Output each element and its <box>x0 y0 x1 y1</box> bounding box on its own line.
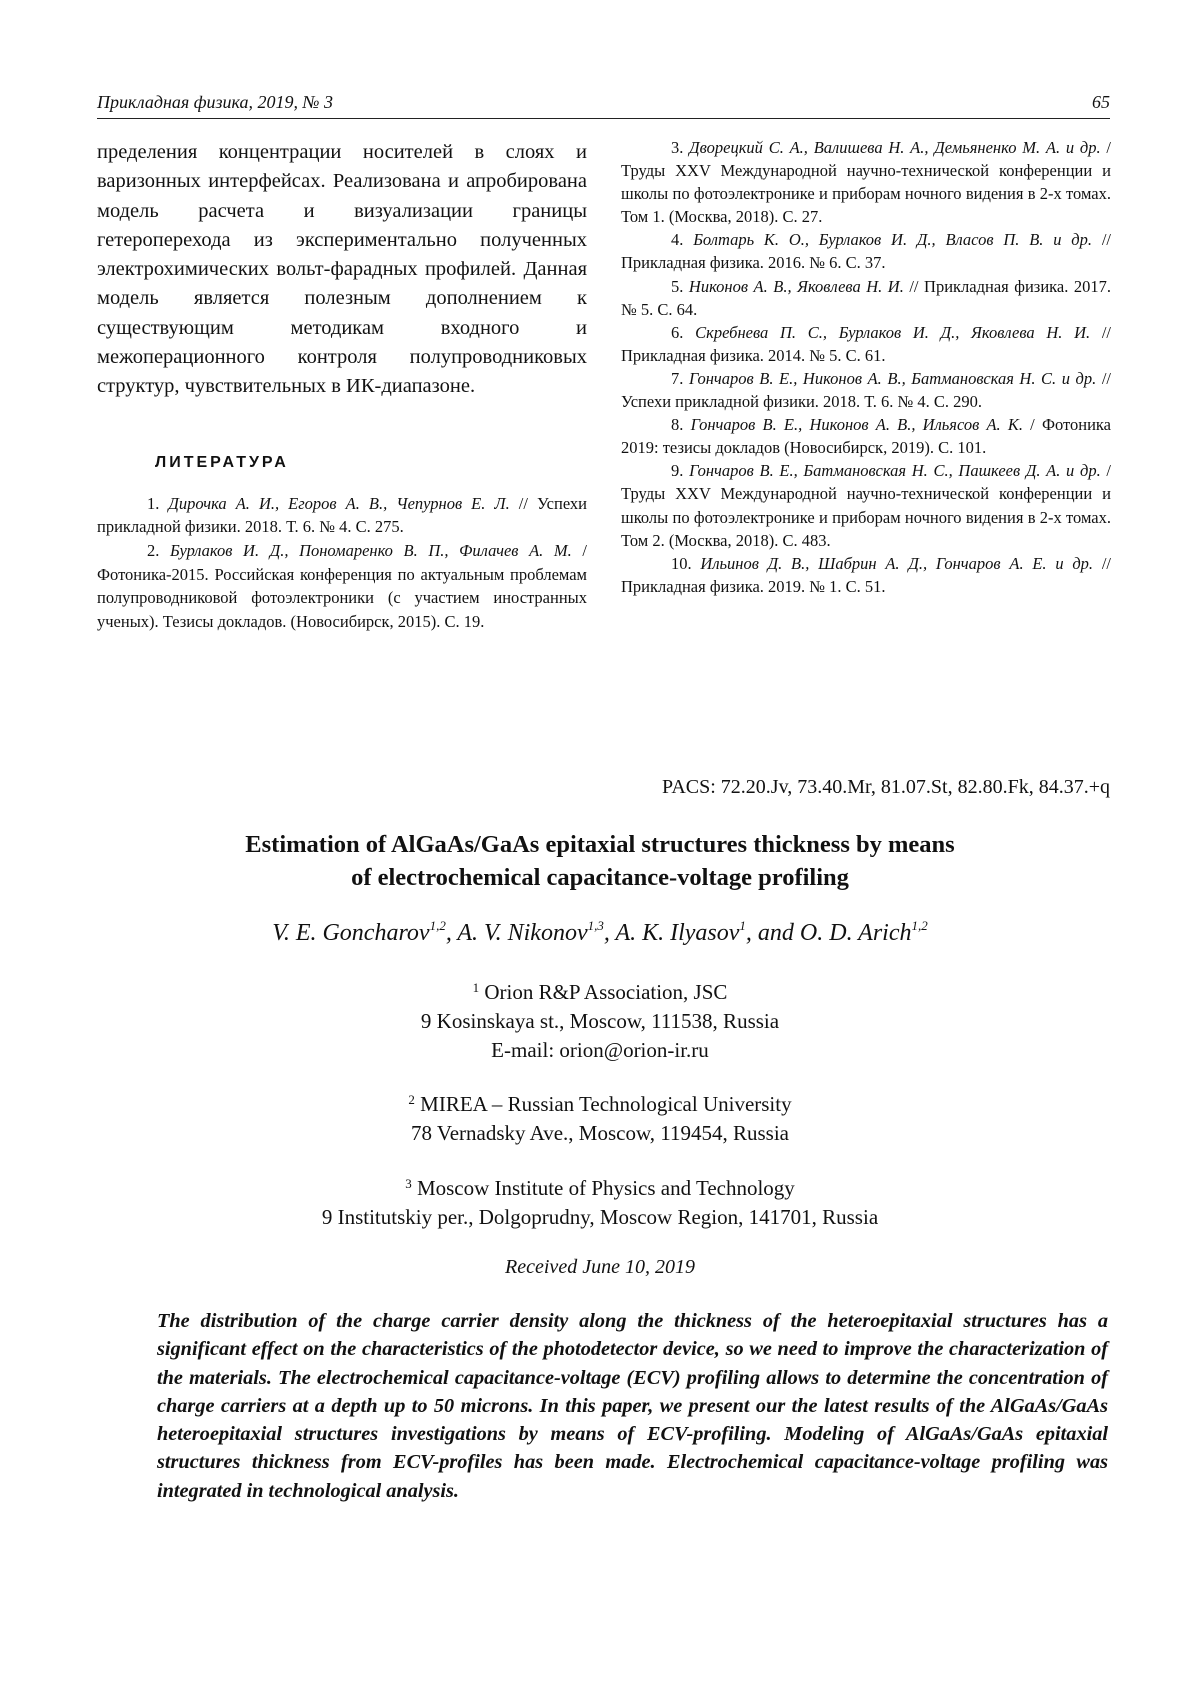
reference-number: 3. <box>671 138 683 157</box>
reference-source: / Фотоника 2019: тезисы докладов (Новосибирск, 2019). С. 101. <box>621 415 1111 457</box>
reference-item <box>621 459 1111 551</box>
reference-number: 2. <box>147 541 159 560</box>
author-separator: , and <box>746 920 800 946</box>
abstract: The distribution of the charge carrier density along the thickness of the heteroepitaxial structures has a significant effect on the characteristics of the photodetector device, so we need to improve the characterization of the materials. The electrochemical capacitance-voltage (ECV) profiling allows to determine the concentration of charge carriers at a depth up to 50 microns. In this paper, we present our the latest results of the AlGaAs/GaAs heteroepitaxial structures investigations by means of ECV-profiling. Modeling of AlGaAs/GaAs epitaxial structures thickness from ECV-profiles has been made. Electrochemical capacitance-voltage profiling was integrated in technological analysis. <box>157 1307 1108 1505</box>
reference-number: 1. <box>147 494 159 513</box>
reference-source: // Прикладная физика. 2019. № 1. С. 51. <box>621 554 1111 596</box>
reference-item <box>621 367 1111 413</box>
reference-number: 5. <box>671 277 683 296</box>
author-name: A. K. Ilyasov <box>615 920 739 946</box>
affiliation-1-address: 9 Kosinskaya st., Moscow, 111538, Russia <box>100 1007 1100 1036</box>
author-list <box>100 920 1100 947</box>
article-title-line1: Estimation of AlGaAs/GaAs epitaxial structures thickness by means <box>245 831 954 858</box>
reference-authors: Гончаров В. Е., Никонов А. В., Ильясов А. К. <box>691 415 1023 434</box>
reference-number: 6. <box>671 323 683 342</box>
author-name: A. V. Nikonov <box>457 920 587 946</box>
author-name: V. E. Goncharov <box>272 920 429 946</box>
reference-item <box>621 321 1111 367</box>
reference-item <box>621 136 1111 228</box>
reference-item <box>97 539 587 634</box>
reference-authors: Болтарь К. О., Бурлаков И. Д., Власов П. В. и др. <box>693 230 1092 249</box>
author-affiliation-sup: 1,2 <box>430 918 446 933</box>
reference-item <box>621 413 1111 459</box>
reference-authors: Бурлаков И. Д., Пономаренко В. П., Филачев А. М. <box>170 541 572 560</box>
pacs-codes: PACS: 72.20.Jv, 73.40.Mr, 81.07.St, 82.80.Fk, 84.37.+q <box>662 776 1110 799</box>
reference-source: // Успехи прикладной физики. 2018. Т. 6. № 4. С. 275. <box>97 494 587 537</box>
author-name: O. D. Arich <box>800 920 912 946</box>
affiliation-3 <box>100 1174 1100 1232</box>
reference-source: / Труды XXV Международной научно-технической конференции и школы по фотоэлектронике и приборам ночного видения в 2-х томах. Том 2. (Москва, 2018). С. 483. <box>621 461 1111 549</box>
reference-list-left <box>97 492 587 634</box>
author-affiliation-sup: 1 <box>739 918 746 933</box>
affiliation-1-email: E-mail: orion@orion-ir.ru <box>100 1036 1100 1065</box>
reference-source: // Успехи прикладной физики. 2018. Т. 6. № 4. С. 290. <box>621 369 1111 411</box>
reference-authors: Скребнева П. С., Бурлаков И. Д., Яковлева Н. И. <box>695 323 1090 342</box>
reference-number: 9. <box>671 461 683 480</box>
affiliation-2-org: MIREA – Russian Technological University <box>420 1092 791 1116</box>
affiliation-3-org: Moscow Institute of Physics and Technology <box>417 1176 795 1200</box>
running-header <box>97 92 1110 119</box>
reference-authors: Гончаров В. Е., Никонов А. В., Батмановская Н. С. и др. <box>689 369 1096 388</box>
affiliation-1-sup: 1 <box>473 980 480 995</box>
author-affiliation-sup: 1,3 <box>588 918 604 933</box>
reference-source: // Прикладная физика. 2016. № 6. С. 37. <box>621 230 1111 272</box>
right-column <box>621 136 1111 598</box>
journal-title: Прикладная физика, 2019, № 3 <box>97 92 333 113</box>
reference-authors: Никонов А. В., Яковлева Н. И. <box>689 277 904 296</box>
reference-item <box>621 552 1111 598</box>
reference-authors: Ильинов Д. В., Шабрин А. Д., Гончаров А. Е. и др. <box>700 554 1093 573</box>
reference-item <box>621 275 1111 321</box>
affiliation-2 <box>100 1090 1100 1148</box>
affiliation-1-org: Orion R&P Association, JSC <box>484 980 727 1004</box>
author-affiliation-sup: 1,2 <box>911 918 927 933</box>
reference-authors: Дирочка А. И., Егоров А. В., Чепурнов Е. Л. <box>168 494 509 513</box>
reference-source: / Фотоника-2015. Российская конференция по актуальным проблемам полупроводниковой фотоэлектроники (с участием иностранных ученых). Тезисы докладов. (Новосибирск, 2015). С. 19. <box>97 541 587 631</box>
affiliation-2-address: 78 Vernadsky Ave., Moscow, 119454, Russia <box>100 1119 1100 1148</box>
reference-item <box>97 492 587 539</box>
affiliation-2-sup: 2 <box>408 1092 415 1107</box>
received-date: Received June 10, 2019 <box>100 1256 1100 1279</box>
affiliation-3-sup: 3 <box>405 1176 412 1191</box>
reference-authors: Гончаров В. Е., Батмановская Н. С., Пашкеев Д. А. и др. <box>689 461 1101 480</box>
article-title <box>120 828 1080 894</box>
reference-source: // Прикладная физика. 2017. № 5. С. 64. <box>621 277 1111 319</box>
author-separator: , <box>604 920 616 946</box>
left-column <box>97 138 587 634</box>
references-heading: ЛИТЕРАТУРА <box>155 454 587 472</box>
reference-number: 4. <box>671 230 683 249</box>
reference-list-right <box>621 136 1111 598</box>
page-number: 65 <box>1092 92 1110 113</box>
reference-number: 8. <box>671 415 683 434</box>
reference-item <box>621 228 1111 274</box>
article-title-line2: of electrochemical capacitance-voltage profiling <box>351 864 849 891</box>
affiliation-3-address: 9 Institutskiy per., Dolgoprudny, Moscow Region, 141701, Russia <box>100 1203 1100 1232</box>
reference-source: // Прикладная физика. 2014. № 5. С. 61. <box>621 323 1111 365</box>
reference-number: 7. <box>671 369 683 388</box>
reference-source: / Труды XXV Международной научно-технической конференции и школы по фотоэлектронике и приборам ночного видения в 2-х томах. Том 1. (Москва, 2018). С. 27. <box>621 138 1111 226</box>
author-separator: , <box>446 920 458 946</box>
affiliation-1 <box>100 978 1100 1065</box>
conclusion-paragraph: пределения концентрации носителей в слоях и варизонных интерфейсах. Реализована и апробирована модель расчета и визуализации границы гетероперехода из экспериментально полученных электрохимических вольт-фарадных профилей. Данная модель является полезным дополнением к существующим методикам входного и межоперационного контроля полупроводниковых структур, чувствительных в ИК-диапазоне. <box>97 138 587 402</box>
reference-authors: Дворецкий С. А., Валишева Н. А., Демьяненко М. А. и др. <box>689 138 1100 157</box>
reference-number: 10. <box>671 554 692 573</box>
